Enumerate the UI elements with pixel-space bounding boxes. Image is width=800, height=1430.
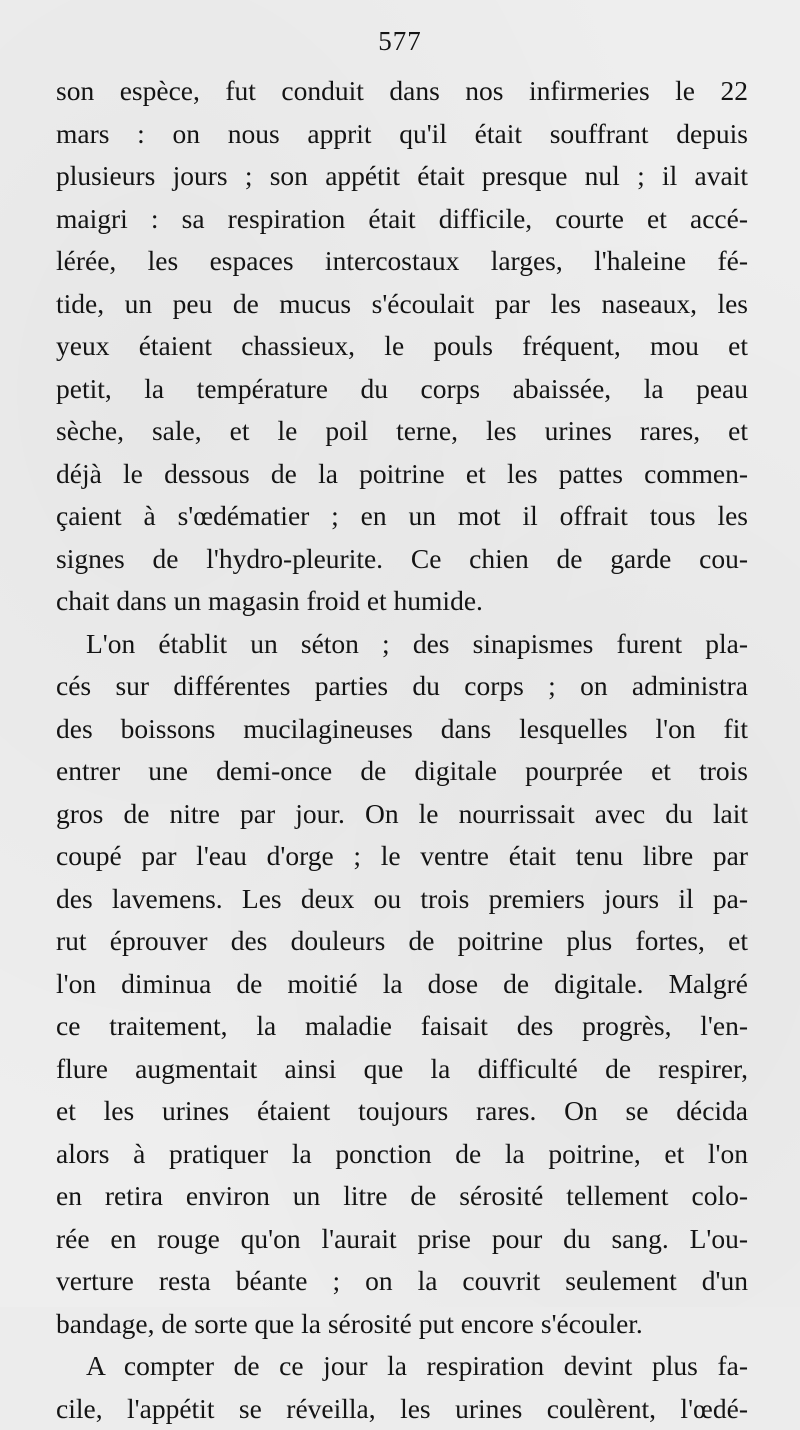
body-text (56, 70, 748, 1430)
text-line: lérée, les espaces intercostaux larges, l'haleine fé- (56, 240, 748, 283)
paragraph-3 (56, 1345, 748, 1430)
text-line: yeux étaient chassieux, le pouls fréquent, mou et (56, 325, 748, 368)
text-line: des lavemens. Les deux ou trois premiers jours il pa- (56, 878, 748, 921)
text-line: bandage, de sorte que la sérosité put encore s'écouler. (56, 1303, 748, 1346)
text-line: verture resta béante ; on la couvrit seulement d'un (56, 1260, 748, 1303)
text-line: tide, un peu de mucus s'écoulait par les naseaux, les (56, 283, 748, 326)
text-line: plusieurs jours ; son appétit était presque nul ; il avait (56, 155, 748, 198)
text-line: rée en rouge qu'on l'aurait prise pour du sang. L'ou- (56, 1218, 748, 1261)
text-line: alors à pratiquer la ponction de la poitrine, et l'on (56, 1133, 748, 1176)
text-line: signes de l'hydro-pleurite. Ce chien de garde cou- (56, 538, 748, 581)
text-line: sèche, sale, et le poil terne, les urines rares, et (56, 410, 748, 453)
paragraph-1 (56, 70, 748, 623)
text-line: des boissons mucilagineuses dans lesquelles l'on fit (56, 708, 748, 751)
text-line: petit, la température du corps abaissée, la peau (56, 368, 748, 411)
text-line: en retira environ un litre de sérosité tellement colo- (56, 1175, 748, 1218)
text-line: et les urines étaient toujours rares. On se décida (56, 1090, 748, 1133)
text-line: gros de nitre par jour. On le nourrissait avec du lait (56, 793, 748, 836)
text-line: cile, l'appétit se réveilla, les urines coulèrent, l'œdé- (56, 1388, 748, 1430)
text-line: rut éprouver des douleurs de poitrine plus fortes, et (56, 920, 748, 963)
text-line: cés sur différentes parties du corps ; on administra (56, 665, 748, 708)
text-line: flure augmentait ainsi que la difficulté de respirer, (56, 1048, 748, 1091)
text-line: L'on établit un séton ; des sinapismes furent pla- (56, 623, 748, 666)
text-line: çaient à s'œdématier ; en un mot il offrait tous les (56, 495, 748, 538)
text-line: A compter de ce jour la respiration devint plus fa- (56, 1345, 748, 1388)
text-line: mars : on nous apprit qu'il était souffrant depuis (56, 113, 748, 156)
paragraph-2 (56, 623, 748, 1346)
text-line: ce traitement, la maladie faisait des progrès, l'en- (56, 1005, 748, 1048)
text-line: son espèce, fut conduit dans nos infirmeries le 22 (56, 70, 748, 113)
text-line: déjà le dessous de la poitrine et les pattes commen- (56, 453, 748, 496)
page-number: 577 (0, 26, 800, 57)
text-line: coupé par l'eau d'orge ; le ventre était tenu libre par (56, 835, 748, 878)
text-line: chait dans un magasin froid et humide. (56, 580, 748, 623)
text-line: entrer une demi-once de digitale pourprée et trois (56, 750, 748, 793)
text-line: maigri : sa respiration était difficile, courte et accé- (56, 198, 748, 241)
text-line: l'on diminua de moitié la dose de digitale. Malgré (56, 963, 748, 1006)
